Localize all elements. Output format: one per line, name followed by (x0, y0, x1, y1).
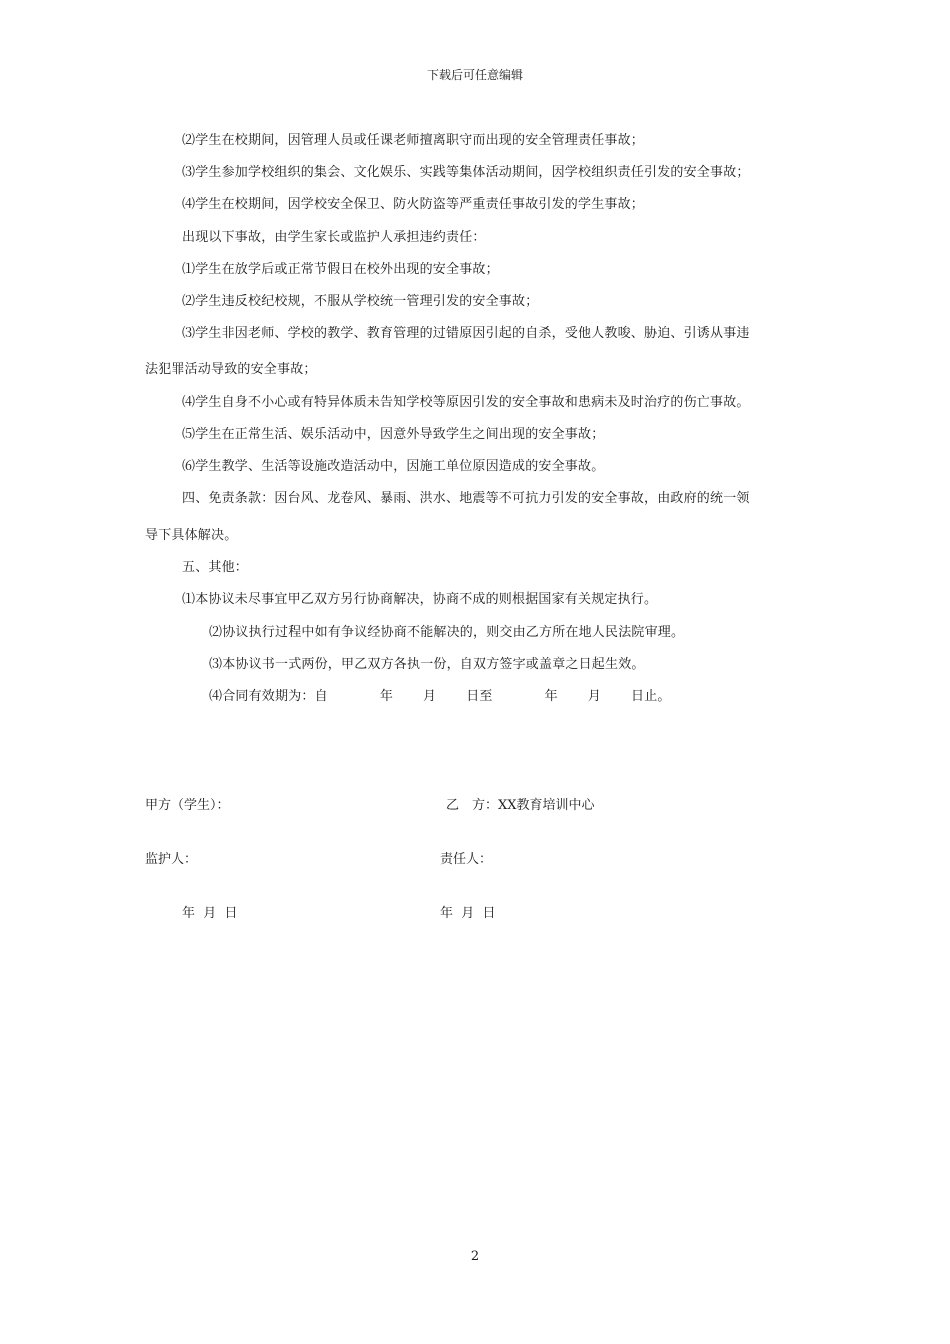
clause-line: ⑴学生在放学后或正常节假日在校外出现的安全事故； (182, 262, 499, 277)
clause-line: 出现以下事故，由学生家长或监护人承担违约责任： (182, 230, 486, 245)
validity-day-end: 日止。 (631, 689, 671, 704)
party-a-date: 年 月 日 (182, 906, 238, 921)
guardian-label: 监护人： (145, 852, 198, 867)
clause-line: ⑷学生自身不小心或有特异体质未告知学校等原因引发的安全事故和患病未及时治疗的伤亡事故。 (182, 395, 750, 410)
clause-line: ⑷学生在校期间，因学校安全保卫、防火防盗等严重责任事故引发的学生事故； (182, 197, 645, 212)
clause-line: ⑸学生在正常生活、娱乐活动中，因意外导致学生之间出现的安全事故； (182, 427, 605, 442)
clause-line: ⑶本协议书一式两份，甲乙双方各执一份，自双方签字或盖章之日起生效。 (209, 657, 645, 672)
validity-year-2: 年 (544, 689, 558, 704)
page-number: 2 (470, 1249, 480, 1264)
party-b-label: 乙 方：XX教育培训中心 (446, 798, 595, 813)
validity-line (209, 685, 671, 704)
party-b-date: 年 月 日 (440, 906, 496, 921)
exemption-heading: 四、免责条款：因台风、龙卷风、暴雨、洪水、地震等不可抗力引发的安全事故，由政府的统一领 (182, 491, 750, 506)
clause-line: ⑵协议执行过程中如有争议经协商不能解决的，则交由乙方所在地人民法院审理。 (209, 625, 685, 640)
party-a-label: 甲方（学生）： (145, 798, 230, 813)
clause-line: ⑶学生参加学校组织的集会、文化娱乐、实践等集体活动期间，因学校组织责任引发的安全事故； (182, 165, 750, 180)
validity-day-to: 日至 (466, 689, 493, 704)
clause-line: ⑶学生非因老师、学校的教学、教育管理的过错原因引起的自杀，受他人教唆、胁迫、引诱从事违 (182, 326, 750, 341)
page-header: 下载后可任意编辑 (426, 68, 523, 82)
validity-month-2: 月 (587, 689, 602, 704)
validity-prefix: ⑷合同有效期为：自 (209, 689, 328, 704)
clause-line-continuation: 法犯罪活动导致的安全事故； (145, 362, 317, 377)
clause-line: ⑹学生教学、生活等设施改造活动中，因施工单位原因造成的安全事故。 (182, 459, 605, 474)
clause-line: ⑴本协议未尽事宜甲乙双方另行协商解决，协商不成的则根据国家有关规定执行。 (182, 592, 658, 607)
other-heading: 五、其他： (182, 560, 249, 575)
clause-line: ⑵学生在校期间，因管理人员或任课老师擅离职守而出现的安全管理责任事故； (182, 133, 645, 148)
validity-year-1: 年 (379, 689, 394, 704)
validity-month-1: 月 (423, 689, 437, 704)
clause-line: ⑵学生违反校纪校规，不服从学校统一管理引发的安全事故； (182, 294, 539, 309)
responsible-person-label: 责任人： (440, 852, 493, 867)
clause-line-continuation: 导下具体解决。 (145, 528, 238, 543)
